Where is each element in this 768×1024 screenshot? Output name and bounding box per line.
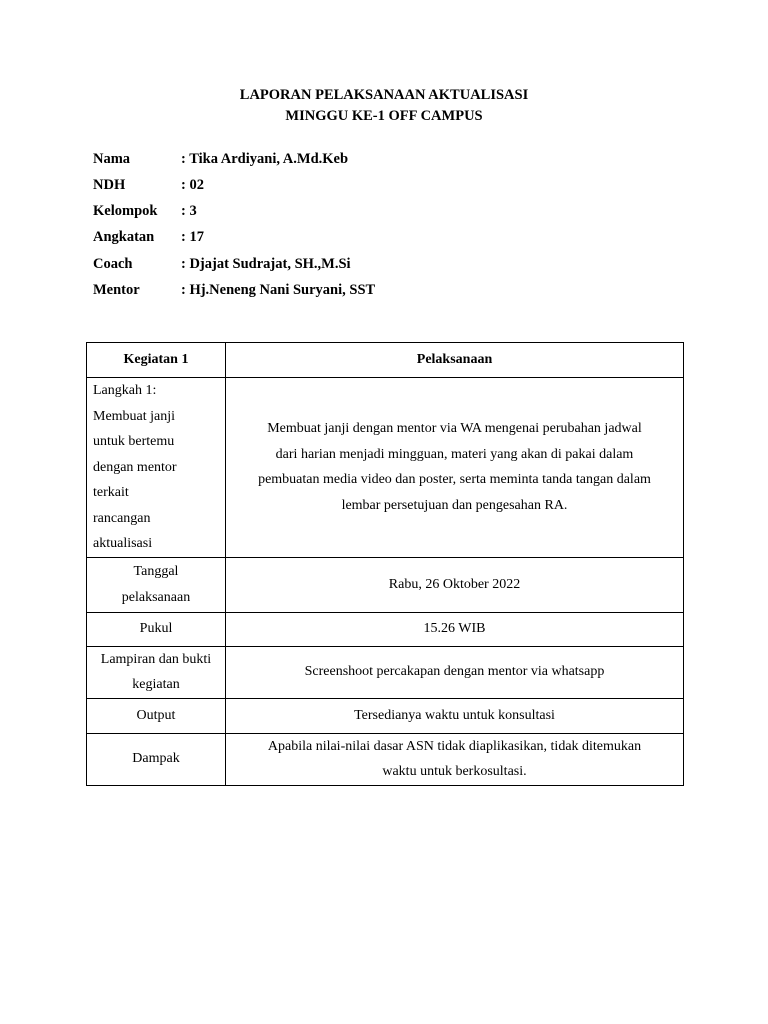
identity-label-coach: Coach (93, 256, 133, 272)
header-pelaksanaan: Pelaksanaan (226, 343, 684, 378)
table-header-row (87, 343, 684, 378)
row-label-line: kegiatan (132, 677, 180, 692)
report-title-line2: MINGGU KE-1 OFF CAMPUS (285, 108, 483, 124)
row-label-output: Output (87, 698, 226, 733)
step-title-line: Langkah 1: (93, 383, 157, 398)
identity-value-mentor: : Hj.Neneng Nani Suryani, SST (181, 282, 376, 298)
step-description-line: pembuatan media video dan poster, serta meminta tanda tangan dalam (258, 472, 651, 488)
row-value-output: Tersedianya waktu untuk konsultasi (226, 698, 684, 733)
table-row-lampiran (87, 646, 684, 698)
step-description-line: Membuat janji dengan mentor via WA mengenai perubahan jadwal (267, 421, 642, 437)
activity-table (86, 342, 684, 786)
row-value-lampiran: Screenshoot percakapan dengan mentor via whatsapp (226, 646, 684, 698)
row-value-pukul: 15.26 WIB (226, 612, 684, 646)
row-value-dampak (226, 733, 684, 785)
table-row-pukul (87, 612, 684, 646)
step-description-cell (226, 378, 684, 558)
row-label-line: Lampiran dan bukti (100, 651, 212, 667)
identity-label-mentor: Mentor (93, 282, 140, 298)
step-title-line: untuk bertemu (93, 434, 175, 449)
row-label-dampak: Dampak (87, 733, 226, 785)
identity-label-ndh: NDH (93, 177, 126, 193)
row-value-line: waktu untuk berkosultasi. (382, 764, 527, 779)
step-title-line: dengan mentor (93, 459, 177, 475)
row-label-tanggal (87, 557, 226, 612)
step-description-line: lembar persetujuan dan pengesahan RA. (341, 497, 568, 513)
identity-label-kelompok: Kelompok (93, 203, 158, 219)
table-row-step (87, 378, 684, 558)
header-kegiatan: Kegiatan 1 (87, 343, 226, 378)
identity-value-kelompok: : 3 (181, 203, 197, 219)
step-title-line: Membuat janji (93, 408, 176, 424)
table-row-output (87, 698, 684, 733)
identity-value-coach: : Djajat Sudrajat, SH.,M.Si (181, 256, 351, 272)
step-title-line: rancangan (93, 510, 151, 526)
identity-value-angkatan: : 17 (181, 229, 204, 245)
step-title-cell (87, 378, 226, 558)
identity-label-nama: Nama (93, 151, 131, 167)
row-label-pukul: Pukul (87, 612, 226, 646)
step-title-line: aktualisasi (93, 536, 153, 551)
table-row-dampak (87, 733, 684, 785)
row-label-lampiran (87, 646, 226, 698)
identity-value-nama: : Tika Ardiyani, A.Md.Keb (181, 151, 349, 167)
row-value-tanggal: Rabu, 26 Oktober 2022 (226, 557, 684, 612)
step-title-line: terkait (93, 485, 129, 500)
identity-label-angkatan: Angkatan (93, 229, 155, 245)
row-value-line: Apabila nilai-nilai dasar ASN tidak diaplikasikan, tidak ditemukan (267, 738, 642, 754)
identity-value-ndh: : 02 (181, 177, 204, 193)
row-label-line: Tanggal (133, 564, 179, 579)
table-row-tanggal (87, 557, 684, 612)
report-title-line1: LAPORAN PELAKSANAAN AKTUALISASI (239, 87, 529, 103)
step-description-line: dari harian menjadi mingguan, materi yang akan di pakai dalam (275, 446, 634, 462)
row-label-line: pelaksanaan (121, 589, 191, 605)
